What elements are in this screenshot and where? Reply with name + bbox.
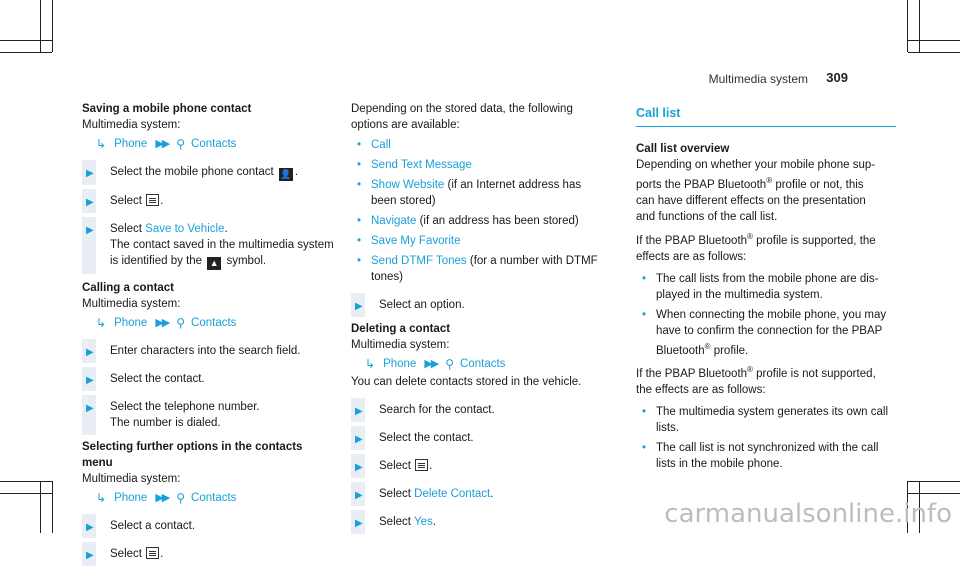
column-left: Saving a mobile phone contact Multimedia system: ↳ Phone ▶▶ ⚲ Contacts ▶ Select the mobile phone contact 👤 . ▶ Select . ▶ Select Save to Vehicle. The contact saved in the multimedia system is identified by the ▲ symbol. Calling a contact Multimedia system: ↳ Phone ▶▶ ⚲ Contacts ▶ Enter characters into the search field. ▶ Select the contact. ▶ Select the telephone number. The number is dialed. Selecting further options in the contacts menu Multimedia system: ↳ Phone ▶▶ ⚲ Contacts ▶ Select a contact. ▶ Select . xyxy=(82,101,337,568)
menu-icon xyxy=(415,459,428,471)
step-arrow-icon: ▶ xyxy=(86,347,94,358)
save-to-vehicle-link: Save to Vehicle xyxy=(145,223,225,235)
yes-link: Yes xyxy=(413,516,433,528)
search-icon: ⚲ xyxy=(176,491,186,505)
search-icon: ⚲ xyxy=(176,316,186,330)
crop-mark xyxy=(908,40,960,41)
step-arrow-icon: ▶ xyxy=(355,301,363,312)
fast-forward-icon: ▶▶ xyxy=(155,492,169,504)
search-icon: ⚲ xyxy=(176,137,186,151)
step-arrow-icon: ▶ xyxy=(355,518,363,529)
step-arrow-icon: ▶ xyxy=(86,168,94,179)
menu-path xyxy=(82,136,337,152)
list-item: • Save My Favorite xyxy=(357,233,611,249)
effects-list xyxy=(636,404,896,472)
fast-forward-icon: ▶▶ xyxy=(155,138,169,150)
delete-contact-link: Delete Contact xyxy=(414,488,491,500)
list-item: • When connecting the mobile phone, you may have to confirm the connection for the PBAP Bluetooth® profile. xyxy=(642,307,896,359)
heading-deleting: Deleting a contact xyxy=(351,323,451,335)
menu-icon xyxy=(146,194,159,206)
step: ▶ Select the telephone number. The number is dialed. xyxy=(82,399,337,431)
fast-forward-icon: ▶▶ xyxy=(424,358,438,370)
step: ▶ Select the mobile phone contact 👤 . xyxy=(82,164,337,181)
crop-mark xyxy=(40,0,41,52)
running-header: Multimedia system xyxy=(708,72,808,86)
effects-list xyxy=(636,271,896,359)
step: ▶ Select . xyxy=(351,458,611,474)
heading-calling: Calling a contact xyxy=(82,282,175,294)
step: ▶ Select Delete Contact. xyxy=(351,486,611,502)
heading-saving: Saving a mobile phone contact xyxy=(82,103,252,115)
contact-icon: 👤 xyxy=(280,169,292,179)
return-arrow-icon: ↳ xyxy=(96,137,107,151)
return-arrow-icon: ↳ xyxy=(96,491,107,505)
column-middle: Depending on the stored data, the following options are available: • Call • Send Text Message • Show Website (if an Internet address has been stored) • Navigate (if an address has been stored) • Save My Favorite • Send DTMF Tones (for a number with DTMF tones) ▶ Select an option. Deleting a contact Multimedia system: ↳ Phone ▶▶ ⚲ Contacts You can delete contacts stored in the vehicle. ▶ Search for the contact. ▶ Select the contact. ▶ Select . ▶ Select Delete Contact. ▶ Select Yes. xyxy=(351,101,611,536)
list-item: • Show Website (if an Internet address has been stored) xyxy=(357,177,611,209)
list-item: • The call list is not synchronized with the call lists in the mobile phone. xyxy=(642,440,896,472)
return-arrow-icon: ↳ xyxy=(96,316,107,330)
step-arrow-icon: ▶ xyxy=(355,434,363,445)
menu-icon xyxy=(146,547,159,559)
crop-mark xyxy=(907,0,908,52)
crop-mark xyxy=(52,0,53,52)
path-prefix: Multimedia system: xyxy=(82,119,181,131)
step: ▶ Select the contact. xyxy=(82,371,337,387)
step-arrow-icon: ▶ xyxy=(355,406,363,417)
step: ▶ Select Save to Vehicle. The contact saved in the multimedia system is identified by the ▲ symbol. xyxy=(82,221,337,270)
list-item: • The multimedia system generates its own call lists. xyxy=(642,404,896,436)
page-number: 309 xyxy=(826,70,848,85)
menu-path: ↳ Phone ▶▶ ⚲ Contacts xyxy=(96,316,237,330)
step: ▶ Enter characters into the search field. xyxy=(82,343,337,359)
crop-mark xyxy=(908,52,960,53)
crop-mark xyxy=(52,481,53,533)
crop-mark xyxy=(908,493,960,494)
crop-mark xyxy=(908,481,960,482)
path-phone: Phone xyxy=(114,138,148,150)
fast-forward-icon: ▶▶ xyxy=(155,317,169,329)
list-item: • The call lists from the mobile phone are dis- played in the multimedia system. xyxy=(642,271,896,303)
watermark: carmanualsonline.info xyxy=(664,499,952,529)
step: ▶ Select a contact. xyxy=(82,518,337,534)
step: ▶ Select Yes. xyxy=(351,514,611,530)
crop-mark xyxy=(40,481,41,533)
step-arrow-icon: ▶ xyxy=(86,375,94,386)
step: ▶ Search for the contact. xyxy=(351,402,611,418)
menu-path: ↳ Phone ▶▶ ⚲ Contacts xyxy=(96,491,237,505)
step-arrow-icon: ▶ xyxy=(355,490,363,501)
vehicle-contact-icon: ▲ xyxy=(207,257,221,270)
return-arrow-icon: ↳ xyxy=(365,357,376,371)
crop-mark xyxy=(0,481,52,482)
crop-mark xyxy=(0,40,52,41)
list-item: • Navigate (if an address has been stored) xyxy=(357,213,611,229)
step-arrow-icon: ▶ xyxy=(355,462,363,473)
step-arrow-icon: ▶ xyxy=(86,403,94,414)
heading-call-list-overview: Call list overview xyxy=(636,143,730,155)
menu-path: ↳ Phone ▶▶ ⚲ Contacts xyxy=(365,357,506,371)
list-item: • Call xyxy=(357,137,611,153)
column-right: Call list Call list overview Depending on whether your mobile phone sup- ports the PBAP Bluetooth® profile or not, this can have different effects on the presentation and functions of the call list. If the PBAP Bluetooth® profile is supported, the effects are as follows: • The call lists from the mobile phone are dis- played in the multimedia system. • When connecting the mobile phone, you may have to confirm the connection for the PBAP Bluetooth® profile. If the PBAP Bluetooth® profile is not supported, the effects are as follows: • The multimedia system generates its own call lists. • The call list is not synchronized with the call lists in the mobile phone. xyxy=(636,105,896,476)
list-item: • Send DTMF Tones (for a number with DTMF tones) xyxy=(357,253,611,285)
options-list xyxy=(351,137,611,285)
step: ▶ Select . xyxy=(82,193,337,209)
heading-further-options: Selecting further options in the contacts xyxy=(82,441,303,453)
step-arrow-icon: ▶ xyxy=(86,522,94,533)
step: ▶ Select . xyxy=(82,546,337,562)
crop-mark xyxy=(0,493,52,494)
crop-mark xyxy=(0,52,52,53)
section-title: Call list xyxy=(636,105,896,127)
path-contacts: Contacts xyxy=(191,138,237,150)
step-arrow-icon: ▶ xyxy=(86,225,94,236)
step-arrow-icon: ▶ xyxy=(86,197,94,208)
step-arrow-icon: ▶ xyxy=(86,550,94,561)
crop-mark xyxy=(919,0,920,52)
step: ▶ Select the contact. xyxy=(351,430,611,446)
list-item: • Send Text Message xyxy=(357,157,611,173)
step: ▶ Select an option. xyxy=(351,297,611,313)
search-icon: ⚲ xyxy=(445,357,455,371)
